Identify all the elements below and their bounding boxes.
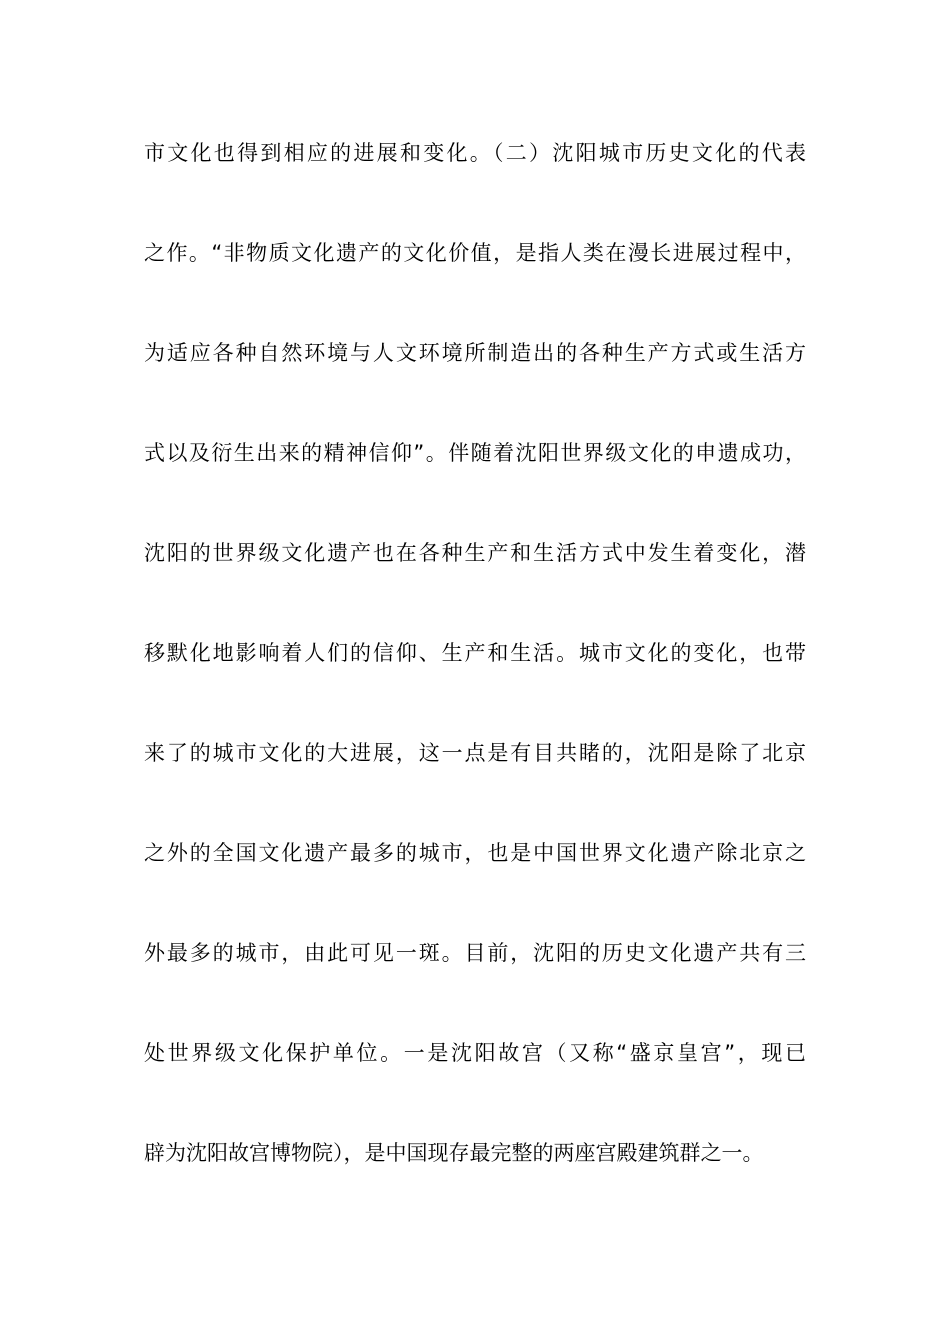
text-line-5: 沈阳的世界级文化遗产也在各种生产和生活方式中发生着变化，潜 [144, 541, 806, 565]
text-line-4: 式以及衍生出来的精神信仰”。伴随着沈阳世界级文化的申遗成功， [144, 441, 806, 465]
text-line-10: 处世界级文化保护单位。一是沈阳故宫（又称“盛京皇宫”，现已 [144, 1041, 806, 1065]
text-line-2: 之作。“非物质文化遗产的文化价值，是指人类在漫长进展过程中， [144, 241, 806, 265]
text-line-11: 辟为沈阳故宫博物院），是中国现存最完整的两座宫殿建筑群之一。 [144, 1141, 764, 1165]
body-text [144, 132, 824, 1232]
text-line-7: 来了的城市文化的大进展，这一点是有目共睹的，沈阳是除了北京 [144, 741, 806, 765]
text-line-1: 市文化也得到相应的进展和变化。（二）沈阳城市历史文化的代表 [144, 141, 806, 165]
text-line-6: 移默化地影响着人们的信仰、生产和生活。城市文化的变化，也带 [144, 641, 806, 665]
text-line-9: 外最多的城市，由此可见一斑。目前，沈阳的历史文化遗产共有三 [144, 941, 806, 965]
text-line-3: 为适应各种自然环境与人文环境所制造出的各种生产方式或生活方 [144, 341, 806, 365]
text-line-8: 之外的全国文化遗产最多的城市，也是中国世界文化遗产除北京之 [144, 841, 806, 865]
